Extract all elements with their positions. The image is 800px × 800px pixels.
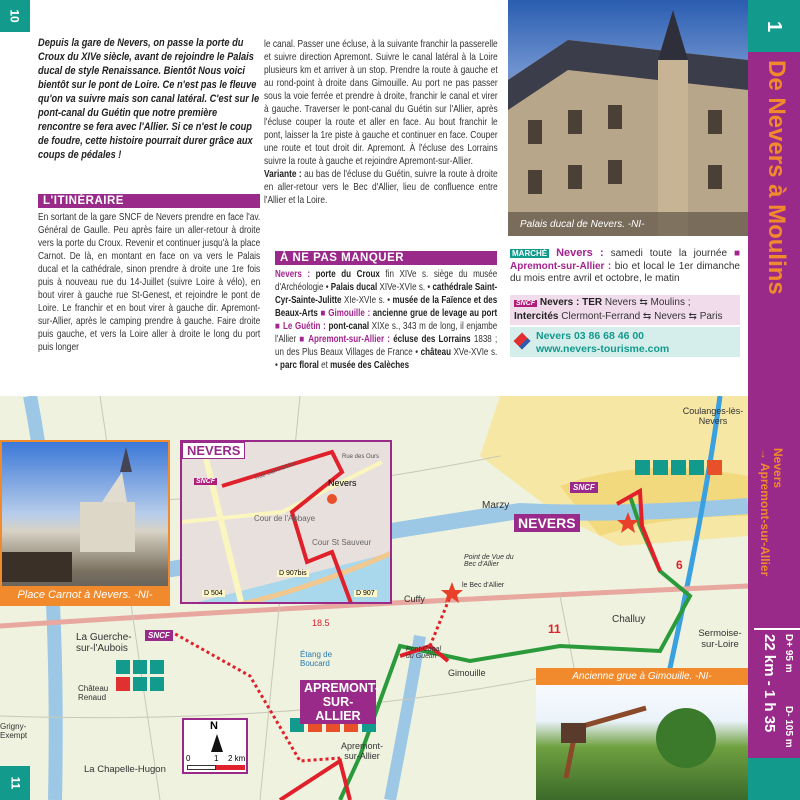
sncf-station-icon: SNCF — [196, 478, 216, 485]
north-arrow-icon — [211, 734, 223, 752]
sncf-station-icon: SNCF — [145, 630, 173, 641]
distance-duration: 22 km - 1 h 35 — [761, 634, 778, 733]
scale-compass-box — [182, 718, 248, 774]
cathedral-icon — [327, 494, 337, 504]
town-label: Étang de Boucard — [300, 650, 333, 668]
poi-text: porte du Croux — [310, 269, 380, 280]
tourist-office-icon — [514, 333, 531, 350]
crane-illustration — [536, 668, 748, 800]
chapter-band — [748, 0, 800, 800]
band-footer — [748, 758, 800, 800]
poi-text: XVe-XVIe s. • — [275, 347, 498, 371]
hotel-icon — [635, 460, 650, 475]
poi-text: pont-canal — [325, 321, 370, 332]
nevers-inset-map[interactable] — [180, 440, 392, 604]
poi-text: château — [420, 347, 451, 358]
variante-label: Variante : — [264, 169, 302, 180]
scale-bar — [187, 765, 216, 770]
itineraire-section — [38, 194, 260, 354]
sncf-station-icon: SNCF — [570, 482, 598, 493]
chapter-title: De Nevers à Moulins — [763, 60, 790, 295]
town-label: Apremont-sur-Allier — [340, 741, 384, 761]
town-label: Château Renaud — [78, 684, 109, 702]
town-label: Sermoise-sur-Loire — [698, 628, 742, 650]
guesthouse-icon — [689, 460, 704, 475]
marche-text: samedi toute la journée — [603, 248, 728, 259]
train-info — [510, 295, 740, 325]
marche-text: bio et local le 1er dimanche du mois entre avril et octobre, le matin — [510, 260, 740, 284]
shop-icon — [116, 660, 130, 674]
train-text: Nevers ⇆ Moulins ; — [602, 297, 691, 308]
marche-apremont: Apremont-sur-Allier : — [510, 260, 612, 272]
poi-text: parc floral — [280, 360, 319, 371]
photo-caption: Place Carnot à Nevers. -NI- — [2, 586, 168, 604]
service-icons — [635, 460, 722, 475]
town-label: Challuy — [612, 614, 646, 625]
poi-text: cathédrale Saint-Cyr-Sainte-Julitte — [275, 282, 498, 306]
route-number: 11 — [548, 622, 561, 636]
poi-text: musée des Calèches — [330, 360, 410, 371]
camping-icon — [150, 660, 164, 674]
poi-nevers: Nevers : — [275, 269, 311, 280]
train-text: Clermont-Ferrand ⇆ Nevers ⇆ Paris — [558, 310, 723, 322]
inset-label: Rue Saint-Didier — [254, 460, 298, 482]
scale-tick: 0 — [186, 754, 191, 763]
town-label: Gimouille — [448, 668, 486, 678]
chapter-number: 1 — [748, 0, 800, 52]
page-number-left: 10 — [0, 0, 30, 32]
poi-gimouille: Gimouille : — [325, 308, 371, 319]
city-label-nevers: NEVERS — [514, 514, 580, 532]
photo-grue-gimouille — [536, 668, 748, 800]
inset-label: D 907 — [356, 590, 375, 597]
poi-text: XIXe s., 343 m de long, il enjambe l'Allier — [275, 321, 498, 345]
poi-text: fin XIVe s. siège du musée d'Archéologie • — [275, 269, 498, 293]
town-label: La Chapelle-Hugon — [84, 764, 166, 775]
variante-text: au bas de l'écluse du Guétin, suivre la route à droite en aller-retour vers le Bec d'Allier, lieu de confluence entre l'Allier et la Loire. — [264, 169, 498, 206]
town-label: Cuffy — [404, 594, 425, 604]
inset-label: Cour de l'Abbaye — [254, 514, 316, 523]
poi-text: 1838 ; un des Plus Beaux Villages de France • — [275, 334, 498, 358]
photo-caption: Palais ducal de Nevers. -NI- — [520, 219, 645, 230]
inset-label: Rue des Ours — [342, 454, 380, 460]
marche-info: MARCHÉ Nevers : samedi toute la journée ■ Apremont-sur-Allier : bio et local le 1er dimanche du mois entre avril et octobre, le matin — [510, 247, 741, 284]
restaurant-icon — [150, 677, 164, 691]
poi-text: écluse des Lorrains — [389, 334, 471, 345]
town-hall-illustration — [2, 442, 168, 588]
sncf-logo: SNCF — [516, 300, 536, 307]
palace-illustration — [508, 0, 748, 236]
city-label-apremont: APREMONT-SUR-ALLIER — [300, 680, 376, 724]
itineraire-heading: L'ITINÉRAIRE — [38, 194, 260, 208]
itineraire-text: En sortant de la gare SNCF de Nevers prendre en face l'av. Général de Gaulle. Peu après faire un aller-retour à droite vers la porte du Croux. Revenir et continuer jusqu'à la place Carnot. De là, en montant en face on va vers le Palais ducal et la cathédrale, sinon prendre à droite une 1re fois puis à nouveau rue du 14-Juillet (suivre Loire à vélo), en bout virer à gauche rue St-Genest, et rejoindre le pont de Loire. Le franchir et en bout virer à gauche dir. Apremont-sur-Allier, après le camping prendre à gauche. Faire droite puis gauche, et vers la Loire aller à droite le long du port puis longer — [38, 212, 261, 353]
town-label: Pont-Canal du Guétin — [406, 646, 442, 660]
ne-pas-manquer-heading: À NE PAS MANQUER — [275, 251, 497, 265]
tourisme-url[interactable]: www.nevers-tourisme.com — [536, 342, 670, 355]
route-number: 6 — [676, 558, 683, 572]
divider — [754, 628, 800, 630]
scale-tick: 2 km — [228, 754, 246, 763]
intro-text: Depuis la gare de Nevers, on passe la porte du Croux du XIVe siècle, avant de rejoindre le Palais ducal de style Renaissance. Bientôt Nous voici bientôt sur le pont de Loire. Ce n'est pas le fleuve qu'on va suivre mais son canal latéral. C'est sur le pont-canal du Guétin que notre première rencontre se fera avec l'Allier. Si ce n'est le coup de foudre, cette histoire pourrait durer grâce aux coups de pédales ! — [38, 37, 260, 161]
poi-apremont: Apremont-sur-Allier : — [305, 334, 390, 345]
poi-guetin: Le Guétin : — [280, 321, 326, 332]
tourisme-phone: Nevers 03 86 68 46 00 — [536, 330, 645, 342]
inset-label: Cour St Sauveur — [312, 538, 372, 547]
marche-badge: MARCHÉ — [512, 249, 548, 258]
north-label: N — [210, 720, 218, 732]
poi-text: XIVe-XVIe s. • — [377, 282, 433, 293]
route-map[interactable] — [0, 396, 748, 800]
itineraire-continued — [264, 38, 498, 207]
town-label: Grigny-Exempt — [0, 722, 28, 740]
tourisme-info — [510, 327, 740, 357]
scale-bar — [216, 765, 245, 770]
scale-tick: 1 — [214, 754, 219, 763]
stage-title: Nevers → Apremont-sur-Allier — [758, 448, 785, 577]
route-number: 18.5 — [312, 618, 330, 628]
shop-icon — [653, 460, 668, 475]
tourist-office-icon — [116, 677, 130, 691]
town-label: le Bec d'Allier — [462, 582, 505, 589]
guesthouse-icon — [133, 677, 147, 691]
museum-icon — [707, 460, 722, 475]
photo-place-carnot — [0, 440, 170, 606]
train-text: Nevers : TER — [539, 297, 603, 308]
poi-text: Palais ducal — [330, 282, 378, 293]
train-text: Intercités — [514, 310, 559, 322]
poi-text: XIe-XVIe s. • — [341, 295, 393, 306]
photo-palais-ducal — [508, 0, 748, 236]
inset-label: D 907bis — [279, 570, 307, 577]
camping-icon — [671, 460, 686, 475]
inset-title: NEVERS — [182, 442, 245, 459]
service-icons — [116, 660, 170, 691]
town-label: Coulanges-lès-Nevers — [682, 406, 744, 426]
poi-text: ancienne grue de levage au port — [370, 308, 498, 319]
town-label: Point de Vue du Bec d'Allier — [464, 554, 514, 568]
inset-label: D 504 — [204, 590, 223, 597]
photo-caption: Ancienne grue à Gimouille. -NI- — [536, 668, 748, 685]
inset-label: Nevers — [328, 478, 357, 488]
town-label: La Guerche-sur-l'Aubois — [76, 632, 132, 654]
town-label: Marzy — [482, 500, 510, 511]
itineraire-text-2: le canal. Passer une écluse, à la suivante franchir la passerelle et suivre direction Apremont. Suivre le canal latéral à la Loire plusieurs km et arriver à un stop. Prendre la route à gauche et au rond-point à droite dans Gimouille. Au port ne pas passer sous la voie ferrée et prendre à droite, franchir le canal et virer à gauche. Traverser le pont-canal du Guétin sur l'Allier, après l'écluse couper la route et aller en face. Au bout franchir le pont, laisser la 1re piste à gauche et continuer en face. Couper une route et tout droit dir. Apremont. À l'écluse des Lorrains suivre la route à gauche et rejoindre Apremont-sur-Allier. — [264, 39, 498, 167]
poi-text: et — [318, 360, 331, 371]
ne-pas-manquer-section: À NE PAS MANQUER Nevers : porte du Croux fin XIVe s. siège du musée d'Archéologie • Palais ducal XIVe-XVIe s. • cathédrale Saint-Cyr-Sainte-Julitte XIe-XVIe s. • musée de la Faïence et des Beaux-Arts ■ Gimouille : ancienne grue de levage au port ■ Le Guétin : pont-canal XIXe s., 343 m de long, il enjambe l'Allier ■ Apremont-sur-Allier : écluse des Lorrains 1838 ; un des Plus Beaux Villages de France • château XVe-XVIe s. • parc floral et musée des Calèches — [275, 252, 498, 371]
poi-text: musée de la Faïence et des Beaux-Arts — [275, 295, 498, 319]
elevation-gain: D+ 95 m — [783, 634, 794, 673]
hotel-icon — [133, 660, 147, 674]
elevation-loss: D- 105 m — [783, 706, 794, 748]
marche-nevers: Nevers : — [556, 247, 604, 259]
page-number-bottom: 11 — [0, 766, 30, 800]
